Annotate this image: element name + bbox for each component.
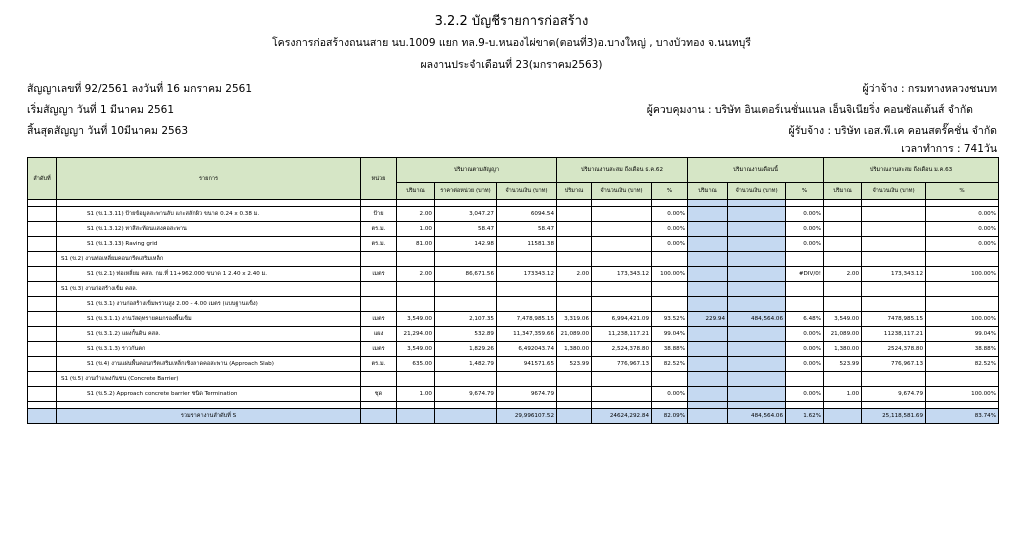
project-name: โครงการก่อสร้างถนนสาย นบ.1009 แยก ทล.9-บ.หนองไผ่ขาด(ตอนที่3)อ.บางใหญ่ , บางบัวทอง จ.นนทบุรี: [272, 37, 751, 49]
cell-prev-pct: [652, 402, 688, 409]
cell-cum-amount: [862, 282, 926, 297]
cell-item-no: [28, 409, 57, 424]
cell-contract-price: [435, 372, 497, 387]
cell-contract-price: [435, 409, 497, 424]
cell-prev-qty: [557, 402, 592, 409]
cell-contract-price: 142.98: [435, 237, 497, 252]
cell-prev-pct: 93.52%: [652, 312, 688, 327]
cell-prev-pct: 38.88%: [652, 342, 688, 357]
header-amount: จำนวนเงิน (บาท): [497, 183, 557, 200]
cell-cum-qty: [824, 402, 862, 409]
cell-contract-qty: 21,294.00: [397, 327, 435, 342]
cell-prev-pct: 99.04%: [652, 327, 688, 342]
cell-cum-amount: [862, 297, 926, 312]
cell-item: S1 (ข.1.3.12) ทาสีสะท้อนแสงคอสะพาน: [57, 222, 361, 237]
cell-cum-pct: [926, 252, 999, 267]
cell-prev-pct: [652, 297, 688, 312]
cell-unit: [361, 200, 397, 207]
cell-cum-pct: [926, 402, 999, 409]
cell-month-amount: [728, 282, 786, 297]
cell-prev-qty: [557, 409, 592, 424]
cell-prev-pct: [652, 372, 688, 387]
table-row: [28, 222, 999, 237]
cell-cum-pct: 83.74%: [926, 409, 999, 424]
cell-prev-pct: [652, 282, 688, 297]
cell-item-no: [28, 372, 57, 387]
cell-month-qty: [688, 342, 728, 357]
cell-month-pct: [786, 252, 824, 267]
cell-contract-amount: [497, 297, 557, 312]
cell-contract-price: [435, 200, 497, 207]
cell-contract-amount: [497, 282, 557, 297]
cell-unit: [361, 297, 397, 312]
table-row: [28, 372, 999, 387]
cell-item-no: [28, 207, 57, 222]
cell-cum-pct: [926, 282, 999, 297]
cell-contract-qty: [397, 282, 435, 297]
cell-cum-amount: [862, 200, 926, 207]
cell-month-qty: [688, 207, 728, 222]
table-row: [28, 297, 999, 312]
cell-month-pct: 0.00%: [786, 327, 824, 342]
cell-contract-price: [435, 402, 497, 409]
cell-item: S1 (ข.5) งานกำแพงกันชน (Concrete Barrier): [57, 372, 361, 387]
cell-month-qty: [688, 409, 728, 424]
construction-items-table: [27, 157, 999, 424]
table-row: [28, 252, 999, 267]
cell-cum-amount: 9,674.79: [862, 387, 926, 402]
cell-unit: [361, 252, 397, 267]
table-row: [28, 402, 999, 409]
cell-item-no: [28, 252, 57, 267]
cell-month-pct: 1.62%: [786, 409, 824, 424]
header-pct: %: [786, 183, 824, 200]
cell-prev-qty: [557, 207, 592, 222]
cell-cum-amount: 173,343.12: [862, 267, 926, 282]
cell-cum-pct: 0.00%: [926, 207, 999, 222]
cell-contract-amount: [497, 402, 557, 409]
cell-cum-pct: 82.52%: [926, 357, 999, 372]
cell-month-qty: [688, 252, 728, 267]
cell-prev-pct: 82.52%: [652, 357, 688, 372]
cell-cum-pct: 38.88%: [926, 342, 999, 357]
cell-contract-amount: [497, 372, 557, 387]
cell-cum-qty: [824, 207, 862, 222]
cell-contract-qty: [397, 372, 435, 387]
cell-month-qty: [688, 297, 728, 312]
cell-item-no: [28, 200, 57, 207]
cell-prev-qty: 2.00: [557, 267, 592, 282]
cell-month-qty: [688, 357, 728, 372]
cell-month-amount: [728, 297, 786, 312]
cell-contract-qty: 1.00: [397, 222, 435, 237]
cell-item: S1 (ข.3) งานก่อสร้างเข็ม คสล.: [57, 282, 361, 297]
header-contract: ปริมาณตามสัญญา: [397, 158, 557, 183]
cell-cum-pct: [926, 200, 999, 207]
cell-unit: [361, 402, 397, 409]
cell-cum-qty: 21,089.00: [824, 327, 862, 342]
header-amount: จำนวนเงิน (บาท): [728, 183, 786, 200]
cell-month-pct: [786, 297, 824, 312]
cell-item: S1 (ข.2.1) ท่อเหลี่ยม คสล. กม.ที่ 11+962.000 ขนาด 1 2.40 x 2.40 ม.: [57, 267, 361, 282]
cell-prev-amount: [592, 372, 652, 387]
cell-cum-amount: [862, 372, 926, 387]
employer: ผู้ว่าจ้าง : กรมทางหลวงชนบท: [862, 83, 997, 95]
cell-cum-amount: [862, 237, 926, 252]
cell-month-pct: 0.00%: [786, 387, 824, 402]
header-qty: ปริมาณ: [397, 183, 435, 200]
cell-month-amount: [728, 200, 786, 207]
cell-cum-qty: [824, 282, 862, 297]
contract-end: สิ้นสุดสัญญา วันที่ 10มีนาคม 2563: [27, 125, 189, 137]
cell-item: S1 (ข.3.1.2) แผงกั้นดิน คสล.: [57, 327, 361, 342]
cell-contract-qty: 81.00: [397, 237, 435, 252]
cell-cum-qty: 523.99: [824, 357, 862, 372]
cell-prev-qty: 3,319.06: [557, 312, 592, 327]
cell-prev-qty: 1,380.00: [557, 342, 592, 357]
cell-item-no: [28, 387, 57, 402]
cell-month-qty: [688, 237, 728, 252]
cell-item-no: [28, 237, 57, 252]
cell-item-no: [28, 222, 57, 237]
cell-item-no: [28, 282, 57, 297]
cell-item-no: [28, 312, 57, 327]
cell-unit: ป้าย: [361, 207, 397, 222]
cell-prev-amount: [592, 222, 652, 237]
cell-contract-qty: 3,549.00: [397, 312, 435, 327]
table-row: [28, 282, 999, 297]
cell-contract-qty: [397, 409, 435, 424]
cell-cum-pct: 100.00%: [926, 387, 999, 402]
cell-prev-pct: 100.00%: [652, 267, 688, 282]
cell-item: S1 (ข.3.1) งานก่อสร้างเข็มพรวนสูง 2.00 - 4.00 เมตร (แบบฐานแข็ง): [57, 297, 361, 312]
cell-month-qty: [688, 200, 728, 207]
cell-item: S1 (ข.3.1.3) ราวกันตก: [57, 342, 361, 357]
cell-unit: ตร.ม.: [361, 357, 397, 372]
cell-month-pct: [786, 200, 824, 207]
table-row: [28, 312, 999, 327]
cell-unit: เมตร: [361, 342, 397, 357]
cell-contract-price: 1,482.79: [435, 357, 497, 372]
cell-item: S1 (ข.5.2) Approach concrete barrier ชนิด Termination: [57, 387, 361, 402]
cell-prev-pct: 0.00%: [652, 207, 688, 222]
header-qty: ปริมาณ: [824, 183, 862, 200]
cell-month-qty: [688, 402, 728, 409]
cell-contract-qty: 2.00: [397, 207, 435, 222]
cell-contract-price: 9,674.79: [435, 387, 497, 402]
cell-prev-amount: 173,343.12: [592, 267, 652, 282]
table-row: [28, 342, 999, 357]
cell-item: S1 (ข.2) งานท่อเหลี่ยมคอนกรีตเสริมเหล็ก: [57, 252, 361, 267]
cell-month-pct: 0.00%: [786, 357, 824, 372]
cell-item: [57, 200, 361, 207]
cell-contract-amount: 6,492043.74: [497, 342, 557, 357]
cell-unit: เมตร: [361, 312, 397, 327]
cell-month-amount: [728, 222, 786, 237]
cell-contract-price: 3,047.27: [435, 207, 497, 222]
cell-contract-price: 532.89: [435, 327, 497, 342]
contract-start: เริ่มสัญญา วันที่ 1 มีนาคม 2561: [27, 104, 175, 116]
header-qty: ปริมาณ: [688, 183, 728, 200]
cell-cum-qty: [824, 252, 862, 267]
cell-cum-qty: [824, 409, 862, 424]
cell-cum-pct: 100.00%: [926, 312, 999, 327]
cell-contract-amount: 7,478,985.15: [497, 312, 557, 327]
cell-month-amount: [728, 252, 786, 267]
cell-prev-amount: [592, 200, 652, 207]
cell-cum-qty: [824, 237, 862, 252]
header-qty: ปริมาณ: [557, 183, 592, 200]
cell-month-pct: 6.48%: [786, 312, 824, 327]
cell-prev-pct: 0.00%: [652, 387, 688, 402]
cell-prev-amount: 24624,292.84: [592, 409, 652, 424]
cell-contract-amount: 941571.65: [497, 357, 557, 372]
cell-contract-price: 2,107.35: [435, 312, 497, 327]
cell-month-amount: [728, 342, 786, 357]
table-row: [28, 200, 999, 207]
report-period: ผลงานประจำเดือนที่ 23(มกราคม2563): [420, 59, 603, 71]
cell-prev-amount: 6,994,421.09: [592, 312, 652, 327]
cell-item: S1 (ข.4) งานแผ่นพื้นคอนกรีตเสริมเหล็กเชิงลาดคอสะพาน (Approach Slab): [57, 357, 361, 372]
cell-month-amount: [728, 327, 786, 342]
cell-prev-pct: [652, 252, 688, 267]
cell-month-qty: [688, 282, 728, 297]
document-title: 3.2.2 บัญชีรายการก่อสร้าง: [434, 14, 589, 29]
cell-unit: เมตร: [361, 267, 397, 282]
cell-prev-amount: [592, 387, 652, 402]
cell-month-pct: [786, 402, 824, 409]
cell-cum-amount: [862, 252, 926, 267]
header-unit: หน่วย: [361, 158, 397, 200]
cell-contract-qty: [397, 252, 435, 267]
cell-contract-amount: 29,996107.52: [497, 409, 557, 424]
cell-month-amount: [728, 357, 786, 372]
cell-prev-amount: 2,524,378.80: [592, 342, 652, 357]
contract-number: สัญญาเลขที่ 92/2561 ลงวันที่ 16 มกราคม 2561: [27, 83, 253, 95]
cell-item-no: [28, 342, 57, 357]
cell-unit: แผง: [361, 327, 397, 342]
cell-item: S1 (ข.3.1.1) งานวัสดุทรายคมกรองพื้นเข็ม: [57, 312, 361, 327]
cell-contract-amount: 11581.38: [497, 237, 557, 252]
cell-month-amount: [728, 402, 786, 409]
cell-contract-price: 1,829.26: [435, 342, 497, 357]
cell-cum-pct: 99.04%: [926, 327, 999, 342]
cell-item-no: [28, 357, 57, 372]
cell-prev-amount: [592, 237, 652, 252]
cell-cum-qty: [824, 222, 862, 237]
cell-cum-amount: 7478,985.15: [862, 312, 926, 327]
cell-cum-pct: [926, 297, 999, 312]
cell-month-qty: [688, 267, 728, 282]
table-row: [28, 357, 999, 372]
header-item-no: ลำดับที่: [28, 158, 57, 200]
cell-prev-amount: [592, 297, 652, 312]
cell-item: รวมราคางานลำดับที่ S: [57, 409, 361, 424]
cell-contract-qty: [397, 402, 435, 409]
cell-prev-qty: [557, 297, 592, 312]
cell-cum-pct: 0.00%: [926, 237, 999, 252]
cell-month-pct: 0.00%: [786, 237, 824, 252]
cell-cum-amount: 2524,378.80: [862, 342, 926, 357]
cell-cum-amount: 25,118,581.69: [862, 409, 926, 424]
contractor: ผู้รับจ้าง : บริษัท เอส.พี.เค คอนสตรั๊คชั่น จำกัด: [788, 125, 997, 137]
cell-cum-pct: 100.00%: [926, 267, 999, 282]
table-row: [28, 207, 999, 222]
cell-prev-qty: [557, 222, 592, 237]
cell-prev-qty: [557, 237, 592, 252]
cell-prev-amount: 776,967.13: [592, 357, 652, 372]
table-row: [28, 409, 999, 424]
cell-contract-amount: 11,347,359.66: [497, 327, 557, 342]
header-amount: จำนวนเงิน (บาท): [592, 183, 652, 200]
cell-prev-qty: [557, 282, 592, 297]
header-item: รายการ: [57, 158, 361, 200]
cell-contract-qty: 1.00: [397, 387, 435, 402]
cell-month-pct: [786, 282, 824, 297]
cell-cum-amount: 776,967.13: [862, 357, 926, 372]
cell-contract-amount: 9674.79: [497, 387, 557, 402]
header-pct: %: [926, 183, 999, 200]
cell-month-amount: [728, 387, 786, 402]
cell-cum-qty: [824, 372, 862, 387]
cell-prev-pct: [652, 200, 688, 207]
cell-month-pct: 0.00%: [786, 342, 824, 357]
cell-month-pct: 0.00%: [786, 207, 824, 222]
cell-contract-amount: [497, 200, 557, 207]
cell-unit: [361, 282, 397, 297]
cell-unit: [361, 372, 397, 387]
cell-contract-amount: 173343.12: [497, 267, 557, 282]
cell-prev-qty: 523.99: [557, 357, 592, 372]
cell-item: S1 (ข.1.3.11) ป้ายข้อมูลสะพานลับ แกะสลักผิว ขนาด 0.24 x 0.38 ม.: [57, 207, 361, 222]
cell-cum-amount: [862, 222, 926, 237]
cell-contract-price: [435, 252, 497, 267]
cell-cum-amount: [862, 207, 926, 222]
cell-month-qty: 229.94: [688, 312, 728, 327]
cell-contract-price: 86,671.56: [435, 267, 497, 282]
cell-item: [57, 402, 361, 409]
header-pct: %: [652, 183, 688, 200]
cell-cum-pct: 0.00%: [926, 222, 999, 237]
cell-unit: ชุด: [361, 387, 397, 402]
cell-month-amount: [728, 237, 786, 252]
cell-cum-amount: 11238,117.21: [862, 327, 926, 342]
cell-month-qty: [688, 387, 728, 402]
cell-prev-amount: [592, 207, 652, 222]
supervisor: ผู้ควบคุมงาน : บริษัท อินเตอร์เนชั่นแนล เอ็นจิเนียริ่ง คอนซัลแต้นส์ จำกัด: [646, 104, 973, 116]
cell-cum-qty: 2.00: [824, 267, 862, 282]
cell-cum-qty: 1.00: [824, 387, 862, 402]
table-row: [28, 267, 999, 282]
table-row: [28, 387, 999, 402]
cell-cum-qty: [824, 200, 862, 207]
header-cumulative: ปริมาณงานสะสม ถึงเดือน ม.ค.63: [824, 158, 999, 183]
cell-unit: ตร.ม.: [361, 222, 397, 237]
cell-contract-qty: 635.00: [397, 357, 435, 372]
cell-month-pct: 0.00%: [786, 222, 824, 237]
cell-prev-amount: 11,238,117.21: [592, 327, 652, 342]
cell-cum-qty: [824, 297, 862, 312]
cell-contract-qty: 3,549.00: [397, 342, 435, 357]
cell-prev-pct: 82.09%: [652, 409, 688, 424]
cell-month-qty: [688, 372, 728, 387]
cell-item-no: [28, 297, 57, 312]
cell-contract-amount: [497, 252, 557, 267]
header-this-month: ปริมาณงานเดือนนี้: [688, 158, 824, 183]
table-row: [28, 327, 999, 342]
cell-item-no: [28, 267, 57, 282]
cell-contract-qty: 2.00: [397, 267, 435, 282]
cell-item: S1 (ข.1.3.13) Raving grid: [57, 237, 361, 252]
header-previous: ปริมาณงานสะสม ถึงเดือน ธ.ค.62: [557, 158, 688, 183]
cell-month-amount: [728, 267, 786, 282]
cell-month-amount: 484,564.06: [728, 312, 786, 327]
cell-contract-amount: 6094.54: [497, 207, 557, 222]
cell-month-qty: [688, 222, 728, 237]
cell-contract-amount: 58.47: [497, 222, 557, 237]
cell-contract-qty: [397, 200, 435, 207]
cell-cum-amount: [862, 402, 926, 409]
cell-month-amount: 484,564.06: [728, 409, 786, 424]
cell-contract-price: [435, 297, 497, 312]
cell-prev-amount: [592, 402, 652, 409]
working-duration: เวลาทำการ : 741วัน: [901, 143, 997, 155]
cell-unit: [361, 409, 397, 424]
cell-month-amount: [728, 372, 786, 387]
cell-cum-qty: 3,549.00: [824, 312, 862, 327]
cell-prev-qty: [557, 387, 592, 402]
table-body: [28, 200, 999, 424]
cell-item-no: [28, 402, 57, 409]
cell-contract-price: [435, 282, 497, 297]
cell-contract-price: 58.47: [435, 222, 497, 237]
cell-unit: ตร.ม.: [361, 237, 397, 252]
cell-prev-qty: [557, 372, 592, 387]
cell-prev-qty: [557, 252, 592, 267]
cell-prev-amount: [592, 282, 652, 297]
cell-prev-qty: 21,089.00: [557, 327, 592, 342]
cell-month-pct: [786, 372, 824, 387]
cell-prev-pct: 0.00%: [652, 222, 688, 237]
cell-month-qty: [688, 327, 728, 342]
cell-month-pct: #DIV/0!: [786, 267, 824, 282]
cell-prev-qty: [557, 200, 592, 207]
cell-month-amount: [728, 207, 786, 222]
table-row: [28, 237, 999, 252]
cell-contract-qty: [397, 297, 435, 312]
header-amount: จำนวนเงิน (บาท): [862, 183, 926, 200]
header-unit-price: ราคาต่อหน่วย (บาท): [435, 183, 497, 200]
cell-item-no: [28, 327, 57, 342]
cell-cum-pct: [926, 372, 999, 387]
cell-prev-pct: 0.00%: [652, 237, 688, 252]
cell-prev-amount: [592, 252, 652, 267]
cell-cum-qty: 1,380.00: [824, 342, 862, 357]
